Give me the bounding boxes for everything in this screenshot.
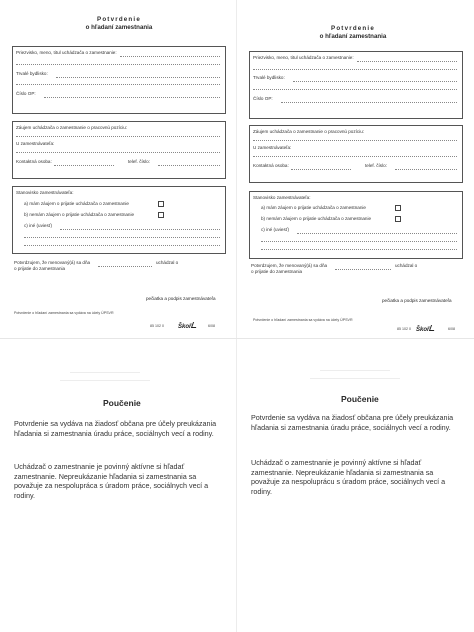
left-date-field[interactable] <box>98 266 152 267</box>
left-op-label: Číslo OP: <box>16 91 36 96</box>
right-statement-heading: Stanovisko zamestnávateľa: <box>253 195 311 200</box>
right-option-b-checkbox[interactable] <box>395 216 401 222</box>
left-poucenie-paragraph-1: Potvrdenie sa vydáva na žiadosť občana pre účely preukázania hľadania si zamestnania úradu práce, sociálnych vecí a rodiny. <box>14 419 217 438</box>
right-option-b-label: b) nemám záujem o prijatie uchádzača o zamestnanie <box>261 216 372 221</box>
vertical-fold-line <box>236 0 237 632</box>
right-date-field[interactable] <box>335 269 391 270</box>
left-option-c-field[interactable] <box>60 229 220 230</box>
left-phone-label: telef. číslo: <box>128 159 150 164</box>
left-name-label: Priezvisko, meno, titul uchádzača o zamestnanie: <box>16 50 117 55</box>
left-phone-field[interactable] <box>158 165 220 166</box>
left-publisher-logo <box>178 322 197 330</box>
right-option-c-field[interactable] <box>297 233 457 234</box>
right-footnote: Potvrdenie o hľadaní zamestnania sa vydáva na účely ÚPSVR <box>253 318 353 322</box>
left-title-line2: o hľadaní zamestnania <box>85 23 153 31</box>
right-op-field[interactable] <box>281 102 457 103</box>
left-contact-field[interactable] <box>54 165 114 166</box>
right-option-a-checkbox[interactable] <box>395 205 401 211</box>
left-title-line1: Potvrdenie <box>97 16 141 23</box>
left-bleed-line <box>60 380 150 381</box>
left-interest-field[interactable] <box>16 136 220 137</box>
right-name-field[interactable] <box>357 61 457 62</box>
left-option-c-label: c) iné (uviesť) <box>24 223 53 228</box>
left-option-a-label: a) mám záujem o prijatie uchádzača o zamestnanie <box>24 201 129 206</box>
left-employer-field[interactable] <box>16 152 220 153</box>
horizontal-fold-line <box>0 338 474 339</box>
right-interest-label: Záujem uchádzača o zamestnanie o pracovnú pozíciu: <box>253 129 365 134</box>
left-interest-label: Záujem uchádzača o zamestnanie o pracovnú pozíciu: <box>16 125 128 130</box>
right-phone-label: telef. číslo: <box>365 163 387 168</box>
right-poucenie-paragraph-2: Uchádzač o zamestnanie je povinný aktívne si hľadať zamestnanie. Nepreukázanie hľadania si zamestnania sa považuje za nespoluprácu s úradom práce, sociálnych vecí a rodiny. <box>251 458 446 496</box>
left-confirm-text-2: uchádzal o <box>156 260 179 265</box>
right-form-title <box>248 25 458 40</box>
left-logo-text: Škoř <box>178 324 192 330</box>
left-residence-field[interactable] <box>56 77 220 78</box>
left-option-b-label: b) nemám záujem o prijatie uchádzača o zamestnanie <box>24 212 135 217</box>
right-confirm-text-3: o prijatie do zamestnania <box>251 269 303 274</box>
left-form-code: 85 102 0 <box>150 324 164 328</box>
right-form-code: 85 102 0 <box>397 327 411 331</box>
left-option-b-checkbox[interactable] <box>158 212 164 218</box>
right-confirm-text-2: uchádzal o <box>395 263 418 268</box>
left-name-field[interactable] <box>120 56 220 57</box>
left-confirm-text-1: Potvrdzujem, že menovaný(á) sa dňa <box>14 260 91 265</box>
left-option-c-field-2[interactable] <box>24 237 220 238</box>
right-publisher-logo <box>416 325 435 333</box>
right-contact-label: Kontaktná osoba: <box>253 163 289 168</box>
left-edition: 6/08 <box>208 324 215 328</box>
left-op-field[interactable] <box>44 97 220 98</box>
right-name-field-2[interactable] <box>253 69 457 70</box>
left-residence-field-2[interactable] <box>16 84 220 85</box>
right-option-c-label: c) iné (uviesť) <box>261 227 290 232</box>
left-statement-box <box>12 186 226 254</box>
right-phone-field[interactable] <box>395 169 457 170</box>
right-option-c-field-3[interactable] <box>261 249 457 250</box>
right-bleed-line <box>310 378 400 379</box>
right-op-label: Číslo OP: <box>253 96 273 101</box>
right-title-line1: Potvrdenie <box>331 25 375 32</box>
right-residence-label: Trvalé bydlisko: <box>253 75 285 80</box>
left-residence-label: Trvalé bydlisko: <box>16 71 48 76</box>
right-name-label: Priezvisko, meno, titul uchádzača o zamestnanie: <box>253 55 354 60</box>
left-poucenie-paragraph-2: Uchádzač o zamestnanie je povinný aktívne si hľadať zamestnanie. Nepreukázanie hľadania si zamestnania sa považuje za nespolupráca s úradom práce, sociálnych vecí a rodiny. <box>14 462 209 500</box>
left-logo-mark-icon <box>191 322 198 328</box>
right-poucenie-title: Poučenie <box>341 394 379 404</box>
left-bleed-line <box>70 372 140 373</box>
right-title-line2: o hľadaní zamestnania <box>319 32 387 40</box>
right-confirm-text-1: Potvrdzujem, že menovaný(á) sa dňa <box>251 263 328 268</box>
left-employer-label: U zamestnávateľa: <box>16 141 55 146</box>
left-poucenie-title: Poučenie <box>103 398 141 408</box>
left-statement-heading: Stanovisko zamestnávateľa: <box>16 190 74 195</box>
left-form-title <box>14 16 224 31</box>
left-stamp-label: pečiatka a podpis zamestnávateľa <box>146 296 216 301</box>
left-footnote: Potvrdenie o hľadaní zamestnania sa vydáva na účely ÚPSVR <box>14 311 114 315</box>
right-logo-mark-icon <box>429 325 436 331</box>
right-option-a-label: a) mám záujem o prijatie uchádzača o zamestnanie <box>261 205 366 210</box>
right-residence-field[interactable] <box>293 81 457 82</box>
right-logo-text: Škoř <box>416 327 430 333</box>
left-option-a-checkbox[interactable] <box>158 201 164 207</box>
left-name-field-2[interactable] <box>16 64 220 65</box>
right-poucenie-paragraph-1: Potvrdenie sa vydáva na žiadosť občana pre účely preukázania hľadania si zamestnania úradu práce, sociálnych vecí a rodiny. <box>251 413 454 432</box>
right-contact-field[interactable] <box>291 169 351 170</box>
right-employer-field[interactable] <box>253 156 457 157</box>
left-confirm-text-3: o prijatie do zamestnania <box>14 266 66 271</box>
right-bleed-line <box>320 370 390 371</box>
left-option-c-field-3[interactable] <box>24 245 220 246</box>
right-interest-field[interactable] <box>253 140 457 141</box>
right-stamp-label: pečiatka a podpis zamestnávateľa <box>382 298 452 303</box>
right-option-c-field-2[interactable] <box>261 241 457 242</box>
right-edition: 6/08 <box>448 327 455 331</box>
right-residence-field-2[interactable] <box>253 89 457 90</box>
left-contact-label: Kontaktná osoba: <box>16 159 52 164</box>
right-employer-label: U zamestnávateľa: <box>253 145 292 150</box>
